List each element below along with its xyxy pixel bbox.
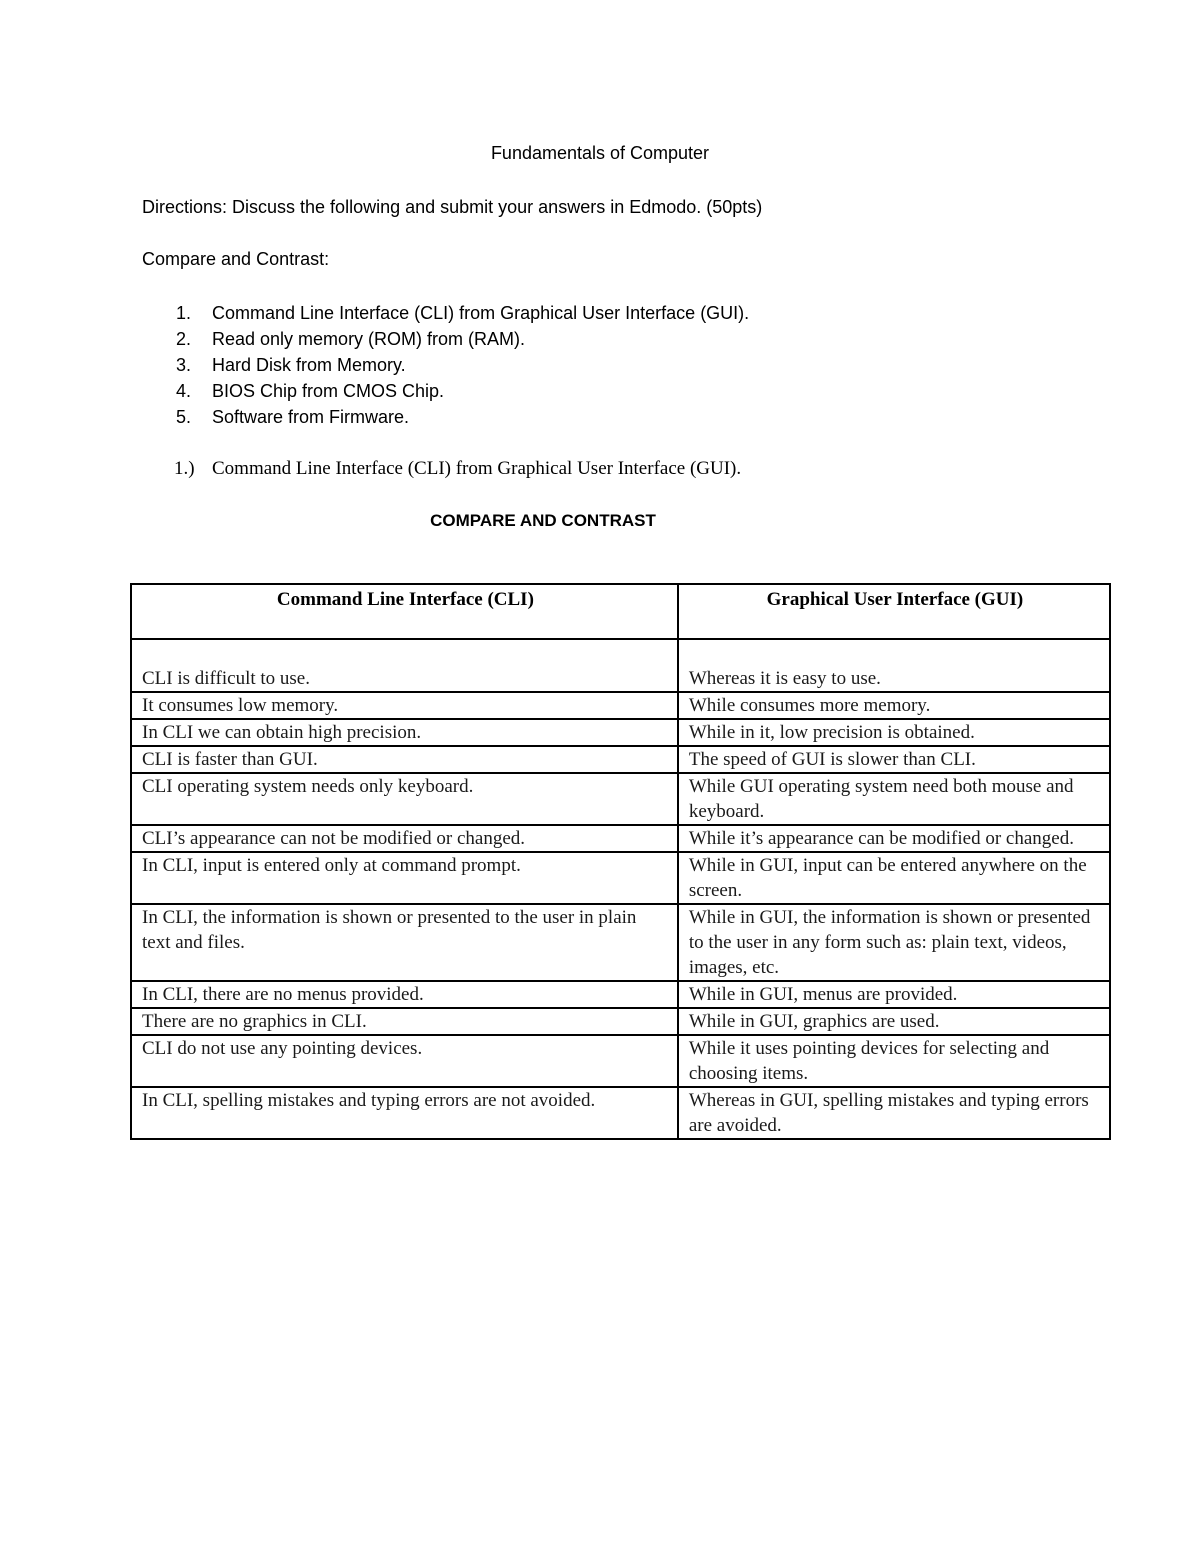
gui-cell: While in it, low precision is obtained.: [678, 719, 1110, 746]
table-row: [131, 904, 1110, 981]
list-item: 3. Hard Disk from Memory.: [176, 355, 406, 375]
cli-cell: CLI is difficult to use.: [131, 639, 678, 692]
table-row: [131, 1035, 1110, 1087]
table-row: [131, 981, 1110, 1008]
list-item: 4. BIOS Chip from CMOS Chip.: [176, 381, 445, 401]
table-header-row: [131, 584, 1110, 639]
table-row: [131, 852, 1110, 904]
header-cli: Command Line Interface (CLI): [131, 584, 678, 639]
table-row: [131, 719, 1110, 746]
gui-cell: While it uses pointing devices for selecting and choosing items.: [678, 1035, 1110, 1087]
topic-list: [142, 300, 749, 430]
cli-cell: It consumes low memory.: [131, 692, 678, 719]
gui-cell: While in GUI, menus are provided.: [678, 981, 1110, 1008]
gui-cell: While in GUI, input can be entered anywhere on the screen.: [678, 852, 1110, 904]
list-item: 1. Command Line Interface (CLI) from Graphical User Interface (GUI).: [176, 303, 750, 323]
document-title: Fundamentals of Computer: [490, 143, 710, 163]
cli-cell: In CLI, the information is shown or presented to the user in plain text and files.: [131, 904, 678, 981]
comparison-table: [130, 583, 1111, 1140]
topic-heading: 1.) Command Line Interface (CLI) from Graphical User Interface (GUI).: [174, 458, 742, 479]
table-row: [131, 773, 1110, 825]
gui-cell: Whereas it is easy to use.: [678, 639, 1110, 692]
list-item: 5. Software from Firmware.: [176, 407, 410, 427]
gui-cell: Whereas in GUI, spelling mistakes and typing errors are avoided.: [678, 1087, 1110, 1139]
gui-cell: While in GUI, graphics are used.: [678, 1008, 1110, 1035]
gui-cell: While in GUI, the information is shown or presented to the user in any form such as: plain text, videos, images, etc.: [678, 904, 1110, 981]
cli-cell: CLI is faster than GUI.: [131, 746, 678, 773]
gui-cell: While GUI operating system need both mouse and keyboard.: [678, 773, 1110, 825]
compare-label: Compare and Contrast:: [142, 249, 330, 269]
cli-cell: There are no graphics in CLI.: [131, 1008, 678, 1035]
section-heading: COMPARE AND CONTRAST: [430, 511, 656, 530]
table-row: [131, 1087, 1110, 1139]
cli-cell: CLI’s appearance can not be modified or changed.: [131, 825, 678, 852]
cli-cell: In CLI we can obtain high precision.: [131, 719, 678, 746]
cli-cell: In CLI, there are no menus provided.: [131, 981, 678, 1008]
gui-cell: The speed of GUI is slower than CLI.: [678, 746, 1110, 773]
table-row: [131, 825, 1110, 852]
table-row: [131, 692, 1110, 719]
directions-text: Directions: Discuss the following and submit your answers in Edmodo. (50pts): [142, 197, 763, 217]
table-row: [131, 1008, 1110, 1035]
cli-cell: CLI operating system needs only keyboard.: [131, 773, 678, 825]
table-row: [131, 746, 1110, 773]
cli-cell: In CLI, input is entered only at command prompt.: [131, 852, 678, 904]
header-gui: Graphical User Interface (GUI): [678, 584, 1110, 639]
list-item: 2. Read only memory (ROM) from (RAM).: [176, 329, 526, 349]
cli-cell: CLI do not use any pointing devices.: [131, 1035, 678, 1087]
cli-cell: In CLI, spelling mistakes and typing errors are not avoided.: [131, 1087, 678, 1139]
table-row: [131, 639, 1110, 692]
gui-cell: While it’s appearance can be modified or changed.: [678, 825, 1110, 852]
gui-cell: While consumes more memory.: [678, 692, 1110, 719]
